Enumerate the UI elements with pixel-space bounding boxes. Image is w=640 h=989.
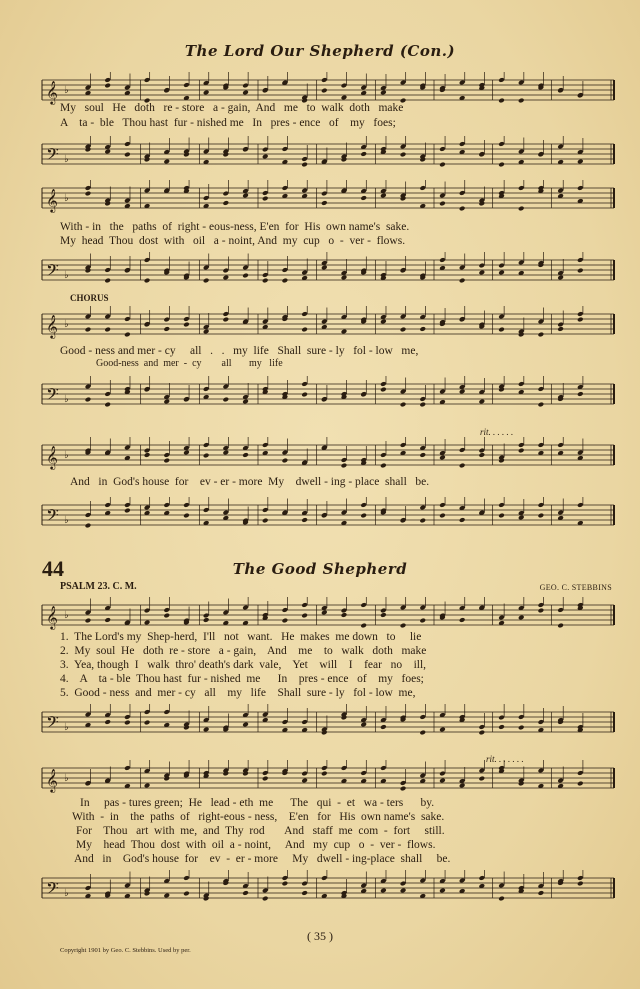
staff-hymn44-2-bass: [0, 870, 640, 914]
hymn-44-number: 44: [42, 556, 64, 581]
svg-text:𝄞: 𝄞: [46, 188, 58, 212]
rit-marking-2: rit. . . . . . .: [486, 754, 524, 764]
chorus-label: CHORUS: [70, 293, 109, 303]
staff-system-2-treble: [0, 180, 640, 224]
system-2-lyric-1: With - in the paths of right - eous-ness, E'en for His own name's sake.: [60, 221, 410, 233]
verse-1-line-1: 1. The Lord's my Shep-herd, I'll not want. He makes me down to lie: [60, 631, 422, 643]
verse-3-line-1: 3. Yea, though I walk thro' death's dark vale, Yet will I fear no ill,: [60, 659, 427, 671]
system-3-lyric-2: Good-ness and mer - cy all my life: [96, 358, 283, 369]
svg-text:♭: ♭: [64, 85, 69, 96]
staff-system-1-bass: [0, 136, 640, 180]
svg-text:𝄢: 𝄢: [46, 878, 59, 902]
verse-1-line-2: In pas - tures green; He lead - eth me The qui - et wa - ters by.: [80, 797, 435, 809]
staff-system-4-treble: [0, 437, 640, 481]
svg-text:𝄢: 𝄢: [46, 712, 59, 736]
verse-2-line-1: 2. My soul He doth re - store a - gain, And me to walk doth make: [60, 645, 427, 657]
svg-text:♭: ♭: [64, 450, 69, 461]
staff-system-3-bass: [0, 376, 640, 420]
svg-text:♭: ♭: [64, 515, 69, 526]
staff-system-4-bass: [0, 497, 640, 541]
svg-text:𝄢: 𝄢: [46, 505, 59, 529]
rit-marking-1: rit. . . . . .: [480, 427, 514, 437]
staff-hymn44-1-bass: [0, 704, 640, 748]
copyright-notice: Copyright 1901 by Geo. C. Stebbins. Used by per.: [60, 947, 191, 954]
svg-text:♭: ♭: [64, 193, 69, 204]
hymn-44-composer: GEO. C. STEBBINS: [539, 583, 612, 592]
svg-text:𝄞: 𝄞: [46, 768, 58, 792]
svg-text:𝄢: 𝄢: [46, 260, 59, 284]
svg-text:♭: ♭: [64, 722, 69, 733]
staff-system-2-bass: [0, 252, 640, 296]
svg-text:♭: ♭: [64, 773, 69, 784]
svg-text:♭: ♭: [64, 394, 69, 405]
svg-text:♭: ♭: [64, 610, 69, 621]
svg-text:♭: ♭: [64, 888, 69, 899]
system-1-lyric-2: A ta - ble Thou hast fur - nished me In pres - ence of my foes;: [60, 117, 396, 129]
svg-text:𝄞: 𝄞: [46, 314, 58, 338]
hymn-44-meter: PSALM 23. C. M.: [60, 581, 137, 592]
svg-text:♭: ♭: [64, 270, 69, 281]
staff-system-3-treble: [0, 306, 640, 350]
svg-text:♭: ♭: [64, 154, 69, 165]
system-1-lyric-1: My soul He doth re - store a - gain, And me to walk doth make: [60, 102, 404, 114]
svg-text:♭: ♭: [64, 319, 69, 330]
page-number: ( 35 ): [307, 929, 333, 943]
svg-text:𝄢: 𝄢: [46, 384, 59, 408]
hymn-44-title: The Good Shepherd: [232, 560, 408, 578]
system-4-lyric-1: And in God's house for ev - er - more My dwell - ing - place shall be.: [70, 476, 430, 488]
hymn-43-title: The Lord Our Shepherd (Con.): [184, 42, 456, 60]
verse-3-line-2: For Thou art with me, and Thy rod And staff me com - fort still.: [76, 825, 445, 837]
verse-4-line-2: My head Thou dost with oil a - noint, And my cup o - ver - flows.: [76, 839, 436, 851]
verse-4-line-1: 4. A ta - ble Thou hast fur - nished me In pres - ence of my foes;: [60, 673, 424, 685]
svg-text:𝄢: 𝄢: [46, 144, 59, 168]
svg-text:𝄞: 𝄞: [46, 445, 58, 469]
system-3-lyric-1: Good - ness and mer - cy all . . my life Shall sure - ly fol - low me,: [60, 345, 419, 357]
svg-text:𝄞: 𝄞: [46, 605, 58, 629]
verse-5-line-1: 5. Good - ness and mer - cy all my life Shall sure - ly fol - low me,: [60, 687, 416, 699]
verse-5-line-2: And in God's house for ev - er - more My dwell - ing-place shall be.: [74, 853, 451, 865]
system-2-lyric-2: My head Thou dost with oil a - noint, And my cup o - ver - flows.: [60, 235, 406, 247]
svg-text:𝄞: 𝄞: [46, 80, 58, 104]
verse-2-line-2: With - in the paths of right-eous - ness, E'en for His own name's sake.: [72, 811, 445, 823]
